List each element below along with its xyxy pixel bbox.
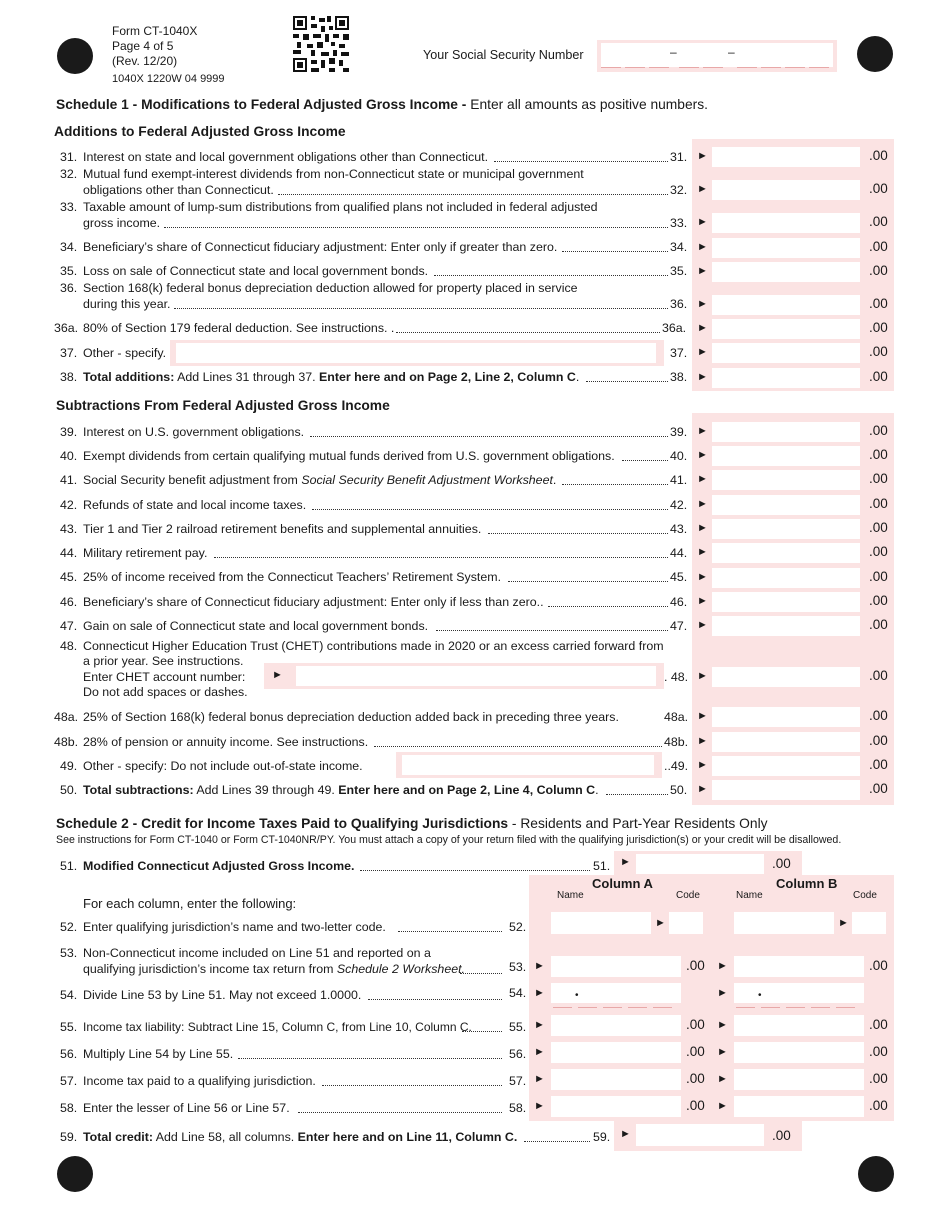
line-31-amount[interactable] xyxy=(692,147,894,169)
cents-label: .00 xyxy=(869,263,888,278)
line-49-specify-box[interactable] xyxy=(396,752,662,778)
arrow-icon: ► xyxy=(697,346,708,358)
cents-label: .00 xyxy=(686,1044,705,1059)
arrow-icon: ► xyxy=(697,619,708,631)
amount-input[interactable] xyxy=(712,592,860,612)
digit-guide xyxy=(603,1007,622,1008)
subtractions-title: Subtractions From Federal Adjusted Gross Income xyxy=(56,398,390,413)
arrow-icon: ► xyxy=(697,546,708,558)
arrow-icon: ► xyxy=(697,522,708,534)
arrow-icon: ► xyxy=(697,216,708,228)
cents-label: .00 xyxy=(869,496,888,511)
line-37-amount[interactable] xyxy=(692,343,894,365)
arrow-icon: ► xyxy=(534,987,545,999)
amount-input[interactable] xyxy=(712,180,860,200)
cents-label: .00 xyxy=(686,958,705,973)
amount-input[interactable] xyxy=(712,262,860,282)
amount-input[interactable] xyxy=(712,319,860,339)
line-47-amount[interactable] xyxy=(692,616,894,638)
line-50-amount[interactable] xyxy=(692,780,894,802)
digit-guide xyxy=(811,1007,830,1008)
digit-guide xyxy=(628,1007,647,1008)
column-a-code-label: Code xyxy=(676,890,700,901)
arrow-icon: ► xyxy=(697,571,708,583)
ssn-dash-2: – xyxy=(728,45,735,59)
decimal-point-icon: • xyxy=(758,990,762,1001)
cents-label: .00 xyxy=(686,1017,705,1032)
digit-guide xyxy=(736,1007,755,1008)
line-58-col-b-amount[interactable] xyxy=(734,1096,864,1117)
line-55-col-a-amount[interactable] xyxy=(551,1015,681,1036)
arrow-icon: ► xyxy=(697,150,708,162)
arrow-icon: ► xyxy=(838,917,849,929)
arrow-icon: ► xyxy=(717,1100,728,1112)
arrow-icon: ► xyxy=(697,449,708,461)
ssn-field[interactable] xyxy=(597,40,837,72)
registration-mark-bottom-right xyxy=(858,1156,894,1192)
amount-input[interactable] xyxy=(712,616,860,636)
cents-label: .00 xyxy=(869,239,888,254)
for-each-instruction: For each column, enter the following: xyxy=(83,896,297,911)
line-57-col-b-amount[interactable] xyxy=(734,1069,864,1090)
arrow-icon: ► xyxy=(697,759,708,771)
arrow-icon: ► xyxy=(697,183,708,195)
arrow-icon: ► xyxy=(697,298,708,310)
line-41-amount[interactable] xyxy=(692,470,894,492)
arrow-icon: ► xyxy=(697,783,708,795)
line-33-amount[interactable] xyxy=(692,213,894,235)
arrow-icon: ► xyxy=(697,241,708,253)
line-59-amount[interactable]: ► .00 xyxy=(614,1121,802,1151)
arrow-icon: ► xyxy=(717,960,728,972)
arrow-icon: ► xyxy=(697,425,708,437)
amount-input[interactable] xyxy=(712,238,860,258)
cents-label: .00 xyxy=(869,520,888,535)
amount-input[interactable] xyxy=(712,568,860,588)
line-43-amount[interactable] xyxy=(692,519,894,541)
cents-label: .00 xyxy=(869,296,888,311)
line-48b-amount[interactable] xyxy=(692,732,894,754)
line-54-col-b-ratio[interactable] xyxy=(734,983,864,1003)
line-36a-amount[interactable] xyxy=(692,319,894,341)
cents-label: .00 xyxy=(686,1071,705,1086)
digit-guide xyxy=(786,1007,805,1008)
amount-input[interactable] xyxy=(712,213,860,233)
amount-input[interactable] xyxy=(712,780,860,800)
arrow-icon: ► xyxy=(697,322,708,334)
line-48a-amount[interactable] xyxy=(692,707,894,729)
line-56-col-a-amount[interactable] xyxy=(551,1042,681,1063)
cents-label: .00 xyxy=(869,668,888,683)
line-54-col-a-ratio[interactable] xyxy=(551,983,681,1003)
additions-title: Additions to Federal Adjusted Gross Income xyxy=(54,124,346,139)
amount-input[interactable] xyxy=(712,368,860,388)
amount-input[interactable] xyxy=(712,343,860,363)
form-id: Form CT-1040X xyxy=(112,24,198,38)
arrow-icon: ► xyxy=(620,1128,631,1140)
arrow-icon: ► xyxy=(697,670,708,682)
digit-guide xyxy=(553,1007,572,1008)
arrow-icon: ► xyxy=(717,1073,728,1085)
arrow-icon: ► xyxy=(717,1046,728,1058)
arrow-icon: ► xyxy=(655,917,666,929)
chet-arrow-icon: ► xyxy=(272,669,283,681)
line-34-amount[interactable] xyxy=(692,238,894,260)
arrow-icon: ► xyxy=(697,595,708,607)
line-32-amount[interactable] xyxy=(692,180,894,202)
barcode-text: 1040X 1220W 04 9999 xyxy=(112,73,225,85)
amount-input[interactable] xyxy=(712,519,860,539)
digit-guide xyxy=(761,1007,780,1008)
registration-mark-bottom-left xyxy=(57,1156,93,1192)
cents-label: .00 xyxy=(869,1071,888,1086)
cents-label: .00 xyxy=(869,569,888,584)
cents-label: .00 xyxy=(869,320,888,335)
line-56-col-b-amount[interactable] xyxy=(734,1042,864,1063)
line-39-amount[interactable] xyxy=(692,422,894,444)
arrow-icon: ► xyxy=(697,265,708,277)
amount-input[interactable] xyxy=(712,422,860,442)
amount-input[interactable] xyxy=(712,147,860,167)
line-58-col-a-amount[interactable] xyxy=(551,1096,681,1117)
arrow-icon: ► xyxy=(697,710,708,722)
cents-label: .00 xyxy=(869,181,888,196)
arrow-icon: ► xyxy=(697,735,708,747)
ssn-dash-1: – xyxy=(670,45,677,59)
arrow-icon: ► xyxy=(717,987,728,999)
qr-code-icon xyxy=(293,16,349,72)
cents-label: .00 xyxy=(869,544,888,559)
line-57-col-a-amount[interactable] xyxy=(551,1069,681,1090)
cents-label: .00 xyxy=(869,593,888,608)
schedule2-title: Schedule 2 - Credit for Income Taxes Paid to Qualifying Jurisdictions - Residents and Part-Year Residents Only xyxy=(56,816,768,831)
digit-guide xyxy=(578,1007,597,1008)
amount-input[interactable] xyxy=(712,495,860,515)
arrow-icon: ► xyxy=(534,960,545,972)
chet-account-field[interactable] xyxy=(264,663,664,689)
schedule2-note: See instructions for Form CT-1040 or Form CT-1040NR/PY. You must attach a copy of your return filed with the qualifying jurisdiction(s) or your credit will be disallowed. xyxy=(56,834,842,846)
line-45-amount[interactable] xyxy=(692,568,894,590)
schedule1-title: Schedule 1 - Modifications to Federal Adjusted Gross Income - Enter all amounts as positive numbers. xyxy=(56,97,708,112)
cents-label: .00 xyxy=(869,148,888,163)
cents-label: .00 xyxy=(869,1098,888,1113)
ssn-label: Your Social Security Number xyxy=(423,48,584,62)
line-52-col-a-name[interactable] xyxy=(551,912,651,934)
line-55-col-b-amount[interactable] xyxy=(734,1015,864,1036)
digit-guide xyxy=(653,1007,672,1008)
amount-input[interactable] xyxy=(712,543,860,563)
amount-input[interactable] xyxy=(712,707,860,727)
arrow-icon: ► xyxy=(620,856,631,868)
cents-label: .00 xyxy=(869,214,888,229)
amount-input[interactable] xyxy=(712,295,860,315)
line-53-col-b-amount[interactable] xyxy=(734,956,864,977)
line-44-amount[interactable] xyxy=(692,543,894,565)
arrow-icon: ► xyxy=(697,371,708,383)
arrow-icon: ► xyxy=(697,473,708,485)
line-52-col-b-code[interactable] xyxy=(852,912,886,934)
registration-mark-top-right xyxy=(857,36,893,72)
cents-label: .00 xyxy=(869,617,888,632)
cents-label: .00 xyxy=(869,344,888,359)
column-b-code-label: Code xyxy=(853,890,877,901)
cents-label: .00 xyxy=(869,733,888,748)
cents-label: .00 xyxy=(869,369,888,384)
line-52-col-a-code[interactable] xyxy=(669,912,703,934)
page-number: Page 4 of 5 xyxy=(112,39,174,53)
cents-label: .00 xyxy=(869,471,888,486)
line-36-amount[interactable] xyxy=(692,295,894,317)
column-a-name-label: Name xyxy=(557,890,584,901)
amount-input[interactable] xyxy=(712,667,860,687)
cents-label: .00 xyxy=(869,781,888,796)
line-37-specify-box[interactable] xyxy=(170,340,664,366)
line-35-amount[interactable] xyxy=(692,262,894,284)
line-38-amount[interactable] xyxy=(692,368,894,390)
line-46-amount[interactable] xyxy=(692,592,894,614)
column-a-header: Column A xyxy=(592,876,653,891)
cents-label: .00 xyxy=(869,1017,888,1032)
amount-input[interactable] xyxy=(712,470,860,490)
arrow-icon: ► xyxy=(534,1100,545,1112)
line-40-amount[interactable] xyxy=(692,446,894,468)
column-b-header: Column B xyxy=(776,876,838,891)
line-48-amount[interactable] xyxy=(692,667,894,689)
registration-mark-top-left xyxy=(57,38,93,74)
column-b-name-label: Name xyxy=(736,890,763,901)
cents-label: .00 xyxy=(869,423,888,438)
arrow-icon: ► xyxy=(697,498,708,510)
line-42-amount[interactable] xyxy=(692,495,894,517)
revision: (Rev. 12/20) xyxy=(112,54,178,68)
digit-guide xyxy=(836,1007,855,1008)
cents-label: .00 xyxy=(869,708,888,723)
line-49-amount[interactable] xyxy=(692,756,894,778)
cents-label: .00 xyxy=(686,1098,705,1113)
line-53-col-a-amount[interactable] xyxy=(551,956,681,977)
cents-label: .00 xyxy=(869,757,888,772)
amount-input[interactable] xyxy=(712,446,860,466)
line-51-amount[interactable]: ► .00 xyxy=(614,851,802,877)
cents-label: .00 xyxy=(869,958,888,973)
amount-input[interactable] xyxy=(712,756,860,776)
amount-input[interactable] xyxy=(712,732,860,752)
arrow-icon: ► xyxy=(717,1019,728,1031)
cents-label: .00 xyxy=(869,447,888,462)
decimal-point-icon: • xyxy=(575,990,579,1001)
cents-label: .00 xyxy=(869,1044,888,1059)
arrow-icon: ► xyxy=(534,1073,545,1085)
arrow-icon: ► xyxy=(534,1046,545,1058)
line-52-col-b-name[interactable] xyxy=(734,912,834,934)
arrow-icon: ► xyxy=(534,1019,545,1031)
